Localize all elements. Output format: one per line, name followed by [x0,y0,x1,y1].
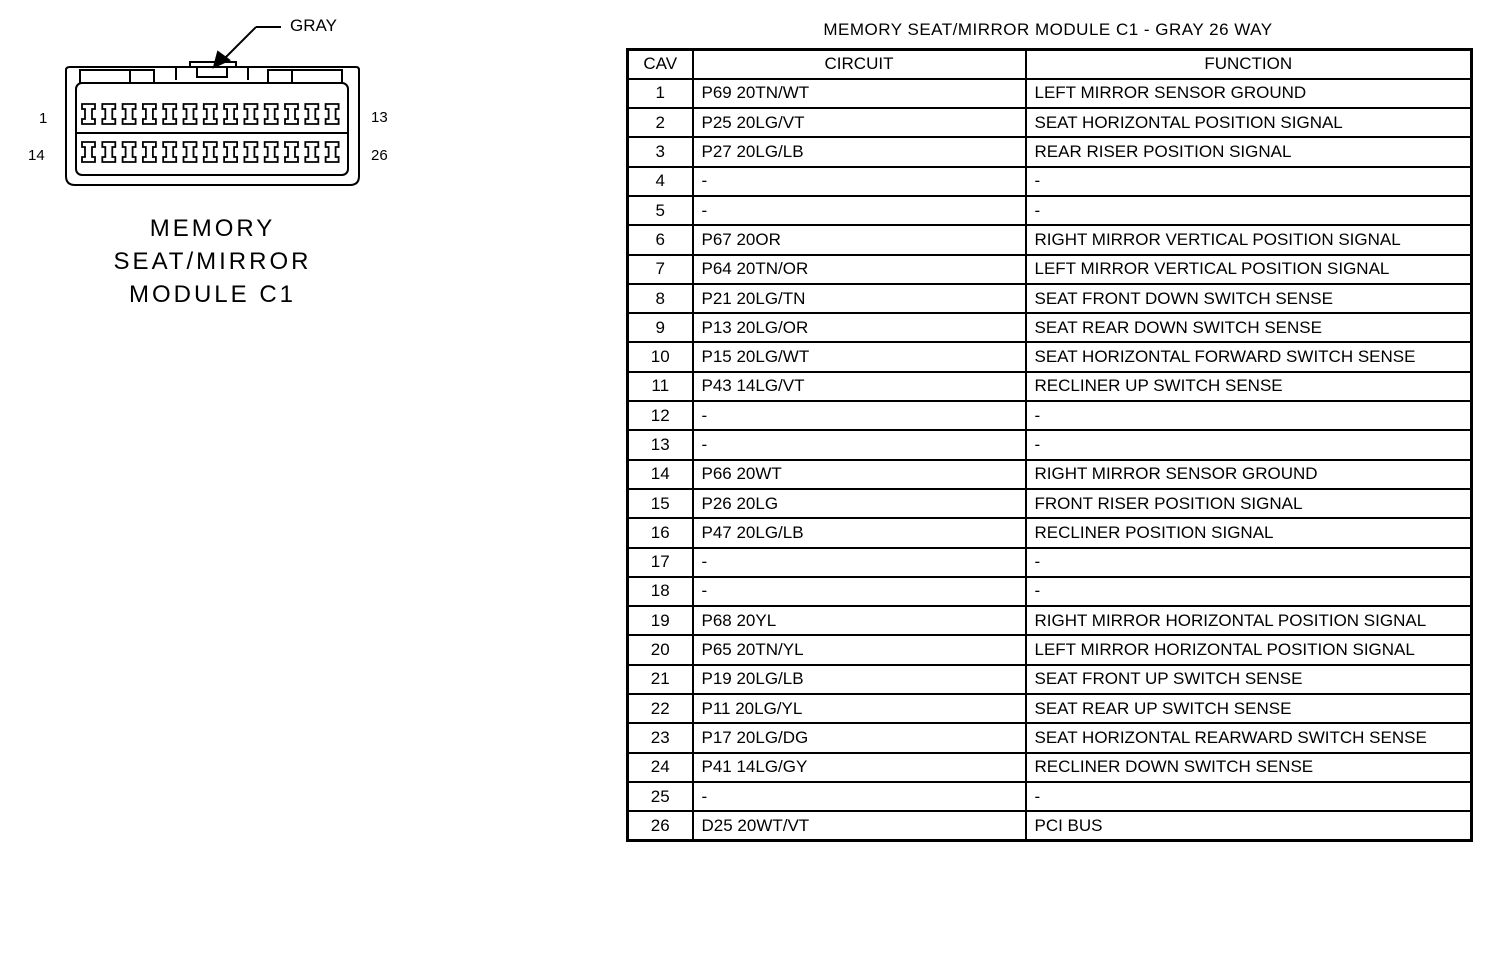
function-cell: - [1026,548,1472,577]
bottom-row-pin-slot [285,142,298,162]
pinout-table-body [628,79,1472,841]
function-cell: SEAT HORIZONTAL FORWARD SWITCH SENSE [1026,342,1472,371]
table-row [628,342,1472,371]
connector-key-right-2 [292,70,342,83]
bottom-row-pin-slot [163,142,176,162]
pin-label-14: 14 [28,147,45,164]
cav-cell: 22 [628,694,693,723]
cav-cell: 25 [628,782,693,811]
callout-arrowhead [214,52,229,67]
connector-title-line-3: MODULE C1 [128,281,297,308]
connector-housing [66,67,359,185]
cav-cell: 2 [628,108,693,137]
table-row [628,753,1472,782]
bottom-row-pin-slot [204,142,217,162]
circuit-cell: - [693,782,1026,811]
connector-key-left-2 [130,70,154,83]
connector-key-right [268,70,292,83]
function-cell: - [1026,782,1472,811]
table-row [628,313,1472,342]
connector-title-line-1: MEMORY [149,215,276,242]
cav-cell: 1 [628,79,693,108]
connector-title [80,212,345,311]
circuit-cell: P27 20LG/LB [693,137,1026,166]
table-row [628,137,1472,166]
table-row [628,606,1472,635]
function-cell: RIGHT MIRROR SENSOR GROUND [1026,460,1472,489]
cav-cell: 21 [628,665,693,694]
circuit-cell: - [693,401,1026,430]
function-cell: PCI BUS [1026,811,1472,840]
bottom-row-pin-slot [123,142,136,162]
cav-cell: 19 [628,606,693,635]
cav-cell: 13 [628,430,693,459]
connector-key-left [80,70,130,83]
table-row [628,782,1472,811]
table-row [628,401,1472,430]
cav-cell: 7 [628,255,693,284]
bottom-row-pin-slot [82,142,95,162]
table-row [628,489,1472,518]
table-row [628,811,1472,840]
top-row-pin-slot [82,104,95,124]
callout-leader-diagonal [224,27,256,59]
cav-cell: 12 [628,401,693,430]
header-cav: CAV [628,50,693,79]
circuit-cell: P65 20TN/YL [693,635,1026,664]
pin-row-top [82,104,339,124]
circuit-cell: P25 20LG/VT [693,108,1026,137]
table-row [628,665,1472,694]
table-header-row [628,50,1472,79]
bottom-row-pin-slot [305,142,318,162]
circuit-cell: P47 20LG/LB [693,518,1026,547]
function-cell: RIGHT MIRROR HORIZONTAL POSITION SIGNAL [1026,606,1472,635]
table-row [628,79,1472,108]
cav-cell: 3 [628,137,693,166]
top-row-pin-slot [326,104,339,124]
circuit-cell: - [693,167,1026,196]
bottom-row-pin-slot [326,142,339,162]
circuit-cell: - [693,577,1026,606]
function-cell: LEFT MIRROR HORIZONTAL POSITION SIGNAL [1026,635,1472,664]
cav-cell: 6 [628,225,693,254]
function-cell: SEAT HORIZONTAL REARWARD SWITCH SENSE [1026,723,1472,752]
table-title: MEMORY SEAT/MIRROR MODULE C1 - GRAY 26 WAY [823,20,1273,39]
circuit-cell: P68 20YL [693,606,1026,635]
circuit-cell: P43 14LG/VT [693,372,1026,401]
function-cell: SEAT REAR DOWN SWITCH SENSE [1026,313,1472,342]
bottom-row-pin-slot [184,142,197,162]
top-row-pin-slot [163,104,176,124]
top-row-pin-slot [224,104,237,124]
function-cell: - [1026,401,1472,430]
bottom-row-pin-slot [143,142,156,162]
table-row [628,694,1472,723]
function-cell: RECLINER UP SWITCH SENSE [1026,372,1472,401]
circuit-cell: P66 20WT [693,460,1026,489]
connector-latch-window [197,67,227,77]
circuit-cell: P15 20LG/WT [693,342,1026,371]
pin-label-26: 26 [371,147,388,164]
circuit-cell: P21 20LG/TN [693,284,1026,313]
table-row [628,518,1472,547]
color-callout-label: GRAY [290,16,337,35]
top-row-pin-slot [184,104,197,124]
top-row-pin-slot [102,104,115,124]
connector-drawing [0,0,430,200]
function-cell: RECLINER DOWN SWITCH SENSE [1026,753,1472,782]
bottom-row-pin-slot [265,142,278,162]
circuit-cell: - [693,548,1026,577]
function-cell: RIGHT MIRROR VERTICAL POSITION SIGNAL [1026,225,1472,254]
bottom-row-pin-slot [224,142,237,162]
function-cell: SEAT FRONT UP SWITCH SENSE [1026,665,1472,694]
bottom-row-pin-slot [244,142,257,162]
pin-row-bottom [82,142,339,162]
function-cell: LEFT MIRROR SENSOR GROUND [1026,79,1472,108]
cav-cell: 11 [628,372,693,401]
table-row [628,167,1472,196]
top-row-pin-slot [285,104,298,124]
function-cell: - [1026,430,1472,459]
table-row [628,723,1472,752]
function-cell: SEAT REAR UP SWITCH SENSE [1026,694,1472,723]
function-cell: - [1026,167,1472,196]
top-row-pin-slot [143,104,156,124]
top-row-pin-slot [204,104,217,124]
connector-diagram [0,0,430,330]
top-row-pin-slot [305,104,318,124]
cav-cell: 5 [628,196,693,225]
top-row-pin-slot [244,104,257,124]
table-row [628,255,1472,284]
circuit-cell: P11 20LG/YL [693,694,1026,723]
cav-cell: 24 [628,753,693,782]
circuit-cell: P69 20TN/WT [693,79,1026,108]
table-row [628,284,1472,313]
cav-cell: 23 [628,723,693,752]
table-row [628,635,1472,664]
circuit-cell: P17 20LG/DG [693,723,1026,752]
function-cell: RECLINER POSITION SIGNAL [1026,518,1472,547]
circuit-cell: P67 20OR [693,225,1026,254]
table-row [628,577,1472,606]
circuit-cell: D25 20WT/VT [693,811,1026,840]
top-row-pin-slot [123,104,136,124]
circuit-cell: P13 20LG/OR [693,313,1026,342]
cav-cell: 18 [628,577,693,606]
cav-cell: 14 [628,460,693,489]
function-cell: FRONT RISER POSITION SIGNAL [1026,489,1472,518]
function-cell: - [1026,196,1472,225]
cav-cell: 15 [628,489,693,518]
circuit-cell: P64 20TN/OR [693,255,1026,284]
cav-cell: 8 [628,284,693,313]
cav-cell: 9 [628,313,693,342]
function-cell: LEFT MIRROR VERTICAL POSITION SIGNAL [1026,255,1472,284]
pin-label-13: 13 [371,109,388,126]
cav-cell: 4 [628,167,693,196]
function-cell: SEAT FRONT DOWN SWITCH SENSE [1026,284,1472,313]
table-row [628,196,1472,225]
table-row [628,372,1472,401]
pinout-table [626,48,1473,842]
cav-cell: 26 [628,811,693,840]
function-cell: SEAT HORIZONTAL POSITION SIGNAL [1026,108,1472,137]
table-row [628,108,1472,137]
function-cell: REAR RISER POSITION SIGNAL [1026,137,1472,166]
circuit-cell: P41 14LG/GY [693,753,1026,782]
cav-cell: 20 [628,635,693,664]
table-row [628,460,1472,489]
cav-cell: 17 [628,548,693,577]
circuit-cell: P26 20LG [693,489,1026,518]
table-row [628,548,1472,577]
bottom-row-pin-slot [102,142,115,162]
cav-cell: 10 [628,342,693,371]
table-row [628,225,1472,254]
connector-title-line-2: SEAT/MIRROR [113,248,312,275]
pin-label-1: 1 [39,110,48,127]
top-row-pin-slot [265,104,278,124]
cav-cell: 16 [628,518,693,547]
circuit-cell: - [693,430,1026,459]
function-cell: - [1026,577,1472,606]
circuit-cell: - [693,196,1026,225]
circuit-cell: P19 20LG/LB [693,665,1026,694]
header-function: FUNCTION [1026,50,1472,79]
header-circuit: CIRCUIT [693,50,1026,79]
table-row [628,430,1472,459]
